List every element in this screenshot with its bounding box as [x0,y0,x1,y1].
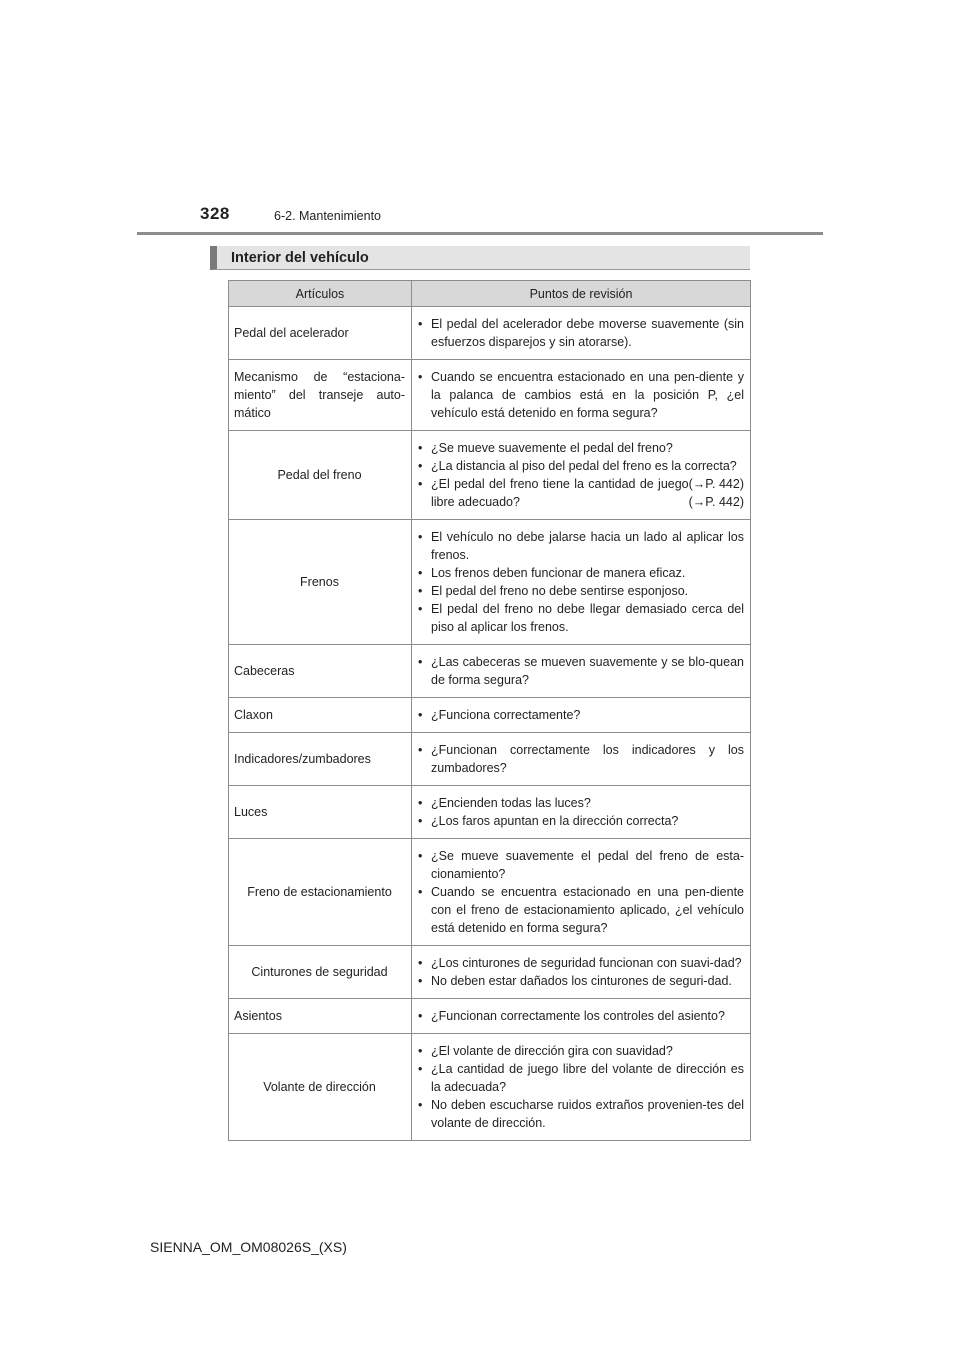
check-point-text: Cuando se encuentra estacionado en una pen-diente y la palanca de cambios está en la posición P, ¿el vehículo está detenido en forma segura? [431,370,744,420]
check-point-text: El pedal del acelerador debe moverse suavemente (sin esfuerzos disparejos y sin atorarse). [431,317,744,349]
check-point [418,883,744,937]
check-point [418,439,744,457]
item-cell: Cinturones de seguridad [229,946,412,999]
check-point-text: Cuando se encuentra estacionado en una pen-diente con el freno de estacionamiento aplicado, ¿el vehículo está detenido en forma segura? [431,885,744,935]
check-point [418,1007,744,1025]
check-points-list [418,847,744,937]
table-row [229,946,751,999]
table-row [229,733,751,786]
page-number: 328 [200,204,230,223]
check-points-list [418,653,744,689]
header-rule [137,232,823,235]
column-header-items: Artículos [229,281,412,307]
section-title: Interior del vehículo [231,250,369,266]
check-points-list [418,706,744,724]
check-point-text: ¿Encienden todas las luces? [431,796,591,810]
table-body [229,307,751,1141]
check-point-text: No deben escucharse ruidos extraños provenien-tes del volante de dirección. [431,1098,744,1130]
check-point-text: ¿Las cabeceras se mueven suavemente y se blo-quean de forma segura? [431,655,744,687]
table-row [229,786,751,839]
check-points-cell [412,520,751,645]
check-points-list [418,954,744,990]
check-points-list [418,1042,744,1132]
check-points-list [418,368,744,422]
check-point [418,812,744,830]
check-point-text: ¿Funcionan correctamente los indicadores y los zumbadores? [431,743,744,775]
page-reference[interactable]: (→P. 442) [688,477,744,491]
check-points-cell [412,698,751,733]
check-point-text: ¿Se mueve suavemente el pedal del freno de esta-cionamiento? [431,849,744,881]
check-point-text: ¿El pedal del freno tiene la cantidad de juego libre adecuado? [431,477,689,509]
table-row [229,839,751,946]
table-row [229,999,751,1034]
check-points-cell [412,786,751,839]
check-point-text: ¿Funcionan correctamente los controles del asiento? [431,1009,725,1023]
column-header-check-points: Puntos de revisión [412,281,751,307]
table-row [229,520,751,645]
check-points-cell [412,999,751,1034]
item-cell: Indicadores/zumbadores [229,733,412,786]
inspection-table [228,280,751,1141]
table-row [229,698,751,733]
check-point [418,954,744,972]
check-points-cell [412,946,751,999]
item-cell: Pedal del acelerador [229,307,412,360]
check-point [418,847,744,883]
check-point [418,600,744,636]
check-point [418,315,744,351]
check-point-text: ¿Se mueve suavemente el pedal del freno? [431,441,673,455]
check-point-text: No deben estar dañados los cinturones de seguri-dad. [431,974,732,988]
check-points-list [418,794,744,830]
table-row [229,431,751,520]
item-cell: Freno de estacionamiento [229,839,412,946]
check-point [418,1042,744,1060]
check-point-text: El pedal del freno no debe sentirse esponjoso. [431,584,689,598]
check-point-text: ¿Los faros apuntan en la dirección correcta? [431,814,679,828]
check-point [418,972,744,990]
check-points-cell [412,360,751,431]
check-point [418,457,744,491]
check-points-cell [412,733,751,786]
check-point [418,741,744,777]
check-point [418,794,744,812]
section-title-bar [210,246,750,270]
table-header-row [229,281,751,307]
check-point-text: Los frenos deben funcionar de manera eficaz. [431,566,686,580]
section-label: 6-2. Mantenimiento [274,209,382,223]
item-cell: Mecanismo de “estaciona-miento” del transeje auto-mático [229,360,412,431]
check-point [418,528,744,564]
item-cell: Volante de dirección [229,1034,412,1141]
item-cell: Asientos [229,999,412,1034]
footer-code: SIENNA_OM_OM08026S_(XS) [150,1239,347,1255]
check-point [418,475,744,511]
check-point-text: El vehículo no debe jalarse hacia un lado al aplicar los frenos. [431,530,744,562]
table-row [229,645,751,698]
table-row [229,360,751,431]
check-point-text: ¿Funciona correctamente? [431,708,581,722]
check-point-text: ¿Los cinturones de seguridad funcionan con suavi-dad? [431,956,742,970]
check-points-list [418,528,744,636]
check-point [418,1060,744,1096]
check-point-text: El pedal del freno no debe llegar demasiado cerca del piso al aplicar los frenos. [431,602,744,634]
item-cell: Claxon [229,698,412,733]
item-cell: Luces [229,786,412,839]
check-points-cell [412,431,751,520]
table-row [229,1034,751,1141]
check-point [418,368,744,422]
check-point-text: ¿El volante de dirección gira con suavidad? [431,1044,673,1058]
table-row [229,307,751,360]
check-points-cell [412,307,751,360]
item-cell: Cabeceras [229,645,412,698]
check-point [418,653,744,689]
check-points-list [418,439,744,511]
check-points-cell [412,1034,751,1141]
check-points-cell [412,645,751,698]
check-point [418,582,744,600]
check-points-list [418,741,744,777]
check-point [418,706,744,724]
check-points-list [418,315,744,351]
item-cell: Pedal del freno [229,431,412,520]
check-points-cell [412,839,751,946]
item-cell: Frenos [229,520,412,645]
check-points-list [418,1007,744,1025]
check-point [418,1096,744,1132]
check-point-text: ¿La cantidad de juego libre del volante de dirección es la adecuada? [431,1062,744,1094]
check-point [418,564,744,582]
page-reference[interactable]: (→P. 442) [688,495,744,509]
check-point-text: ¿La distancia al piso del pedal del freno es la correcta? [431,459,737,473]
